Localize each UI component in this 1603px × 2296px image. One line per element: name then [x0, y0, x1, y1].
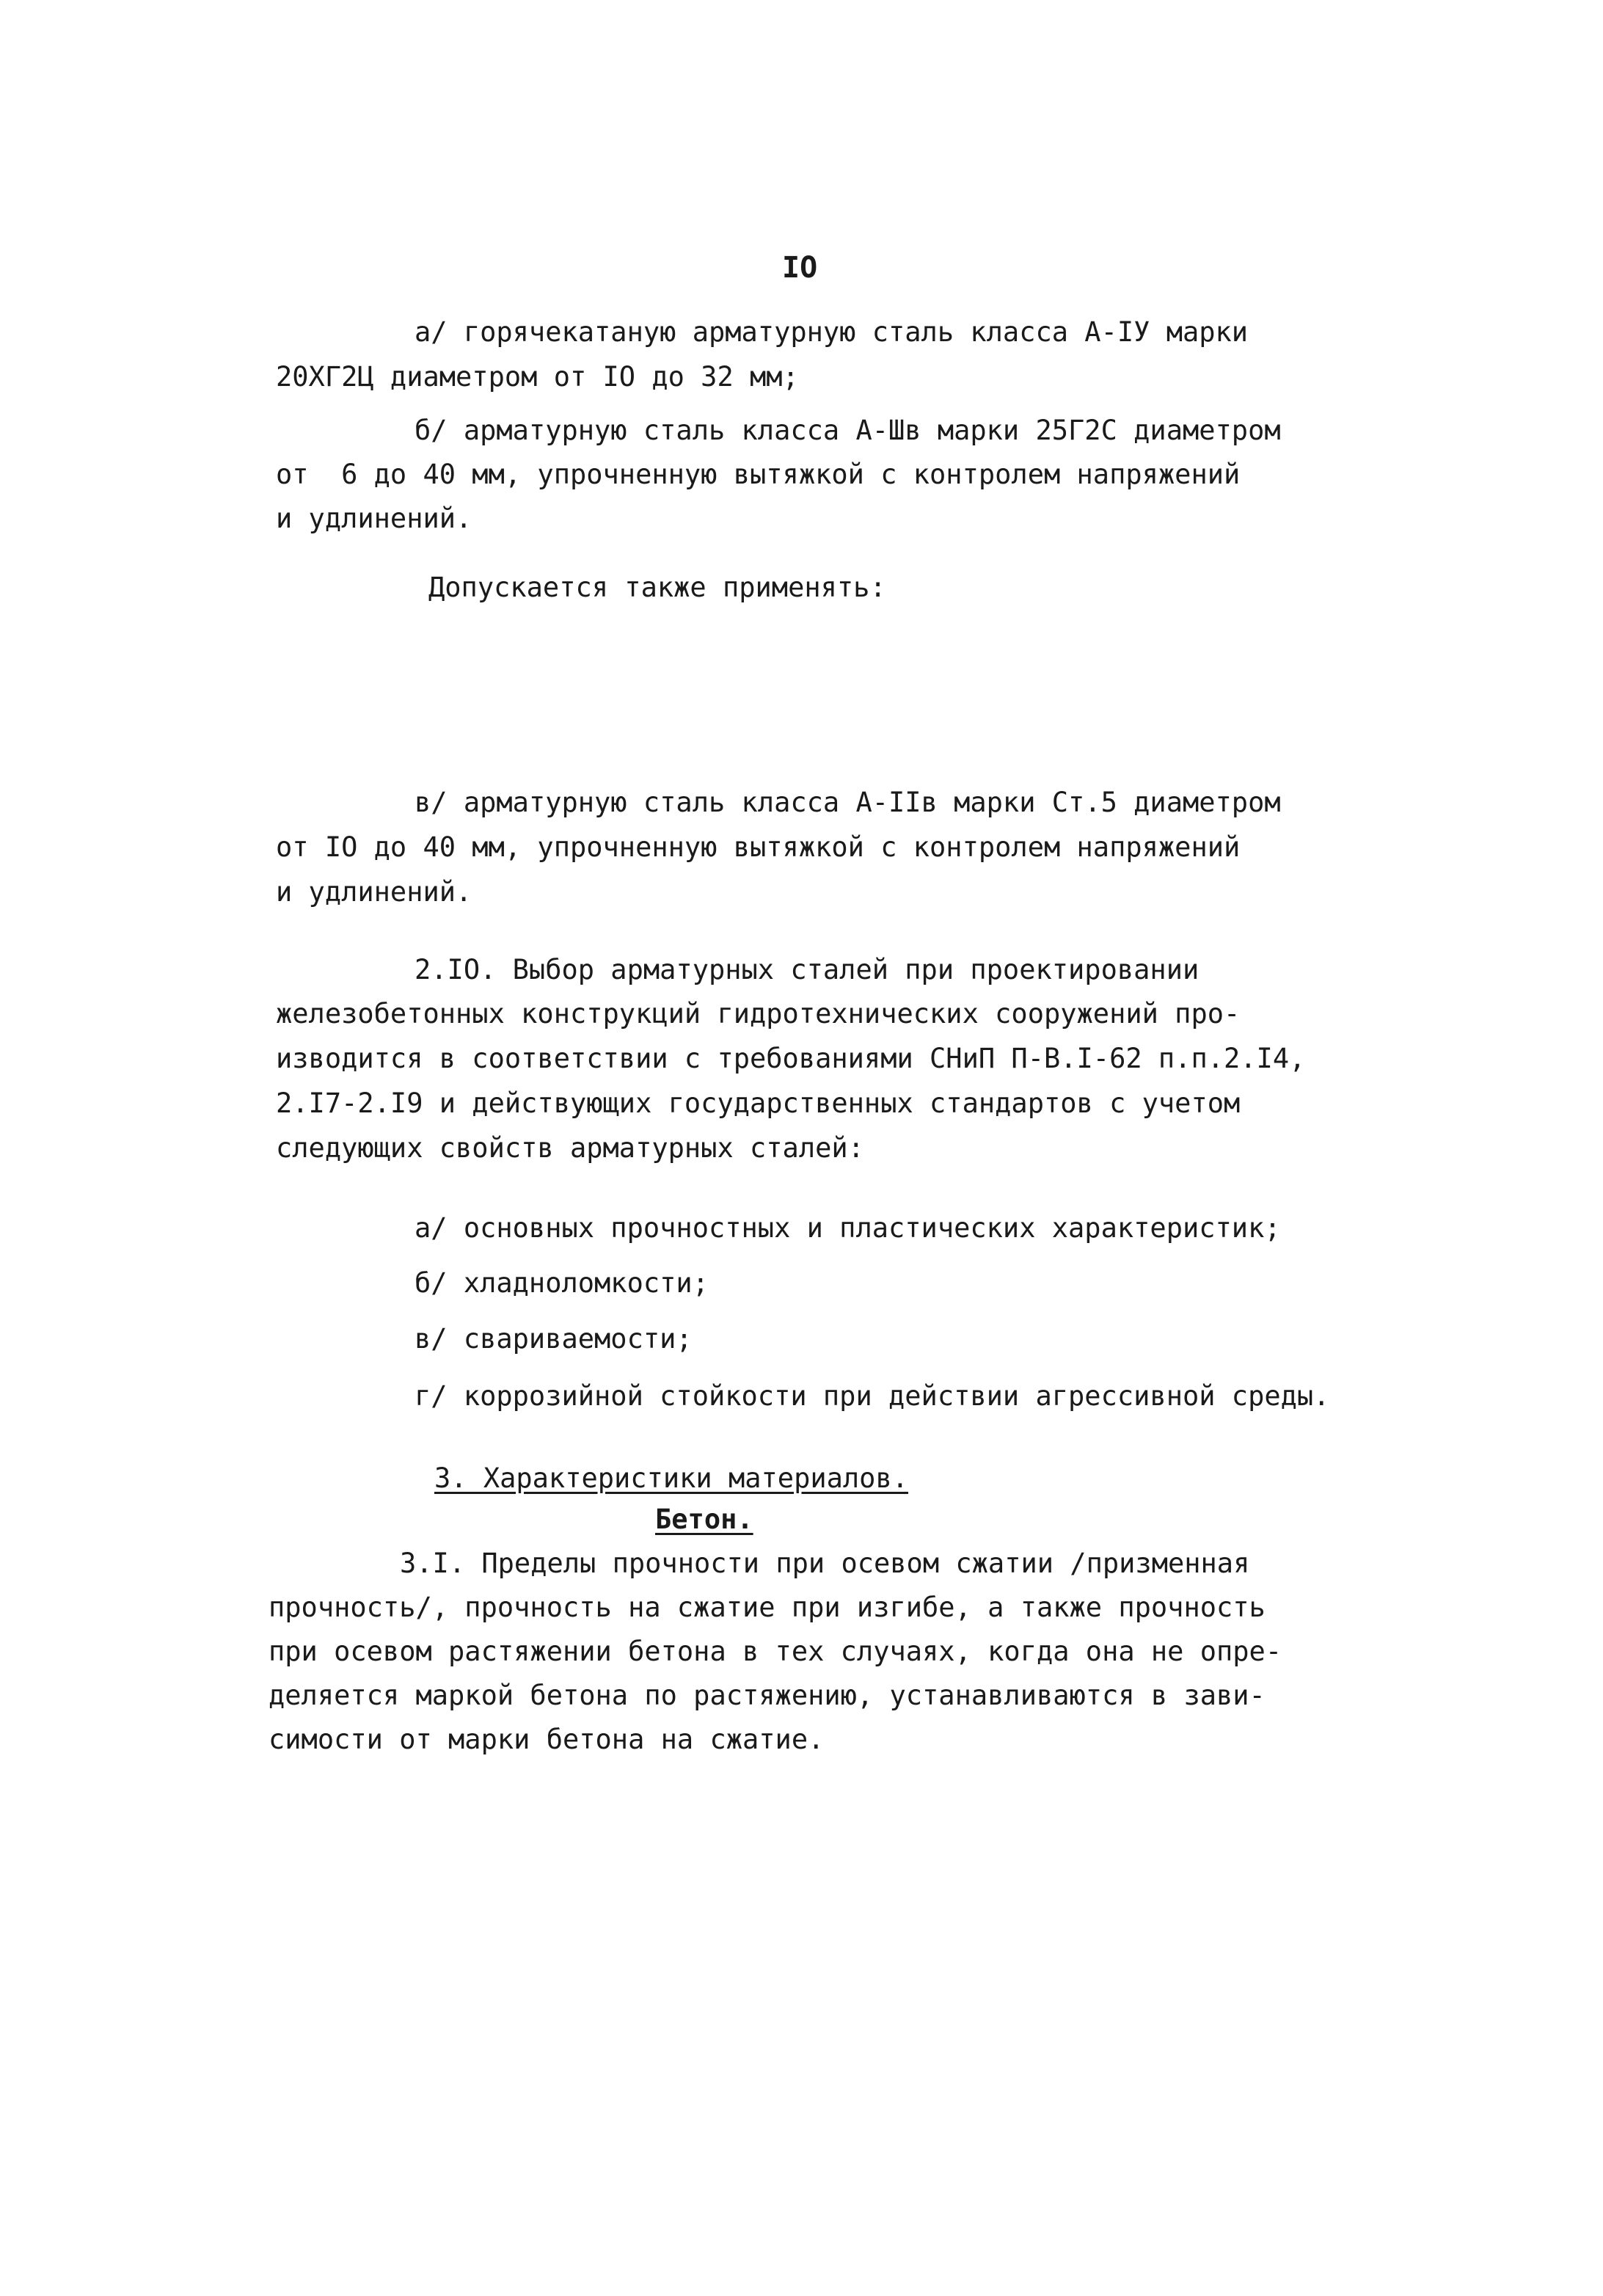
text-line-11: железобетонных конструкций гидротехнических сооружений про-: [276, 998, 1241, 1029]
list-item-a: а/ основных прочностных и пластических характеристик;: [415, 1212, 1281, 1244]
text-line-2: 20ХГ2Ц диаметром от IО до 32 мм;: [276, 361, 799, 393]
list-item-v: в/ свариваемости;: [415, 1323, 693, 1355]
text-line-24: деляется маркой бетона по растяжению, устанавливаются в зави-: [269, 1680, 1266, 1711]
text-line-3: б/ арматурную сталь класса А-Шв марки 25Г2С диаметром: [415, 415, 1281, 446]
list-item-g: г/ коррозийной стойкости при действии агрессивной среды.: [415, 1380, 1330, 1412]
text-line-6: Допускается также применять:: [428, 572, 886, 603]
text-line-21: 3.I. Пределы прочности при осевом сжатии /призменная: [400, 1548, 1250, 1579]
text-line-22: прочность/, прочность на сжатие при изгибе, а также прочность: [269, 1592, 1266, 1623]
text-line-8: от IО до 40 мм, упрочненную вытяжкой с контролем напряжений: [276, 831, 1241, 863]
text-line-10: 2.IO. Выбор арматурных сталей при проектировании: [415, 954, 1199, 985]
text-line-5: и удлинений.: [276, 503, 472, 534]
subsection-heading: Бетон.: [655, 1504, 753, 1535]
text-line-25: симости от марки бетона на сжатие.: [269, 1724, 825, 1755]
text-line-4: от 6 до 40 мм, упрочненную вытяжкой с контролем напряжений: [276, 459, 1241, 490]
text-line-1: а/ горячекатаную арматурную сталь класса А-IУ марки: [415, 316, 1249, 348]
text-line-14: следующих свойств арматурных сталей:: [276, 1132, 864, 1164]
text-line-12: изводится в соответствии с требованиями СНиП П-В.I-62 п.п.2.I4,: [276, 1043, 1306, 1074]
text-line-23: при осевом растяжении бетона в тех случаях, когда она не опре-: [269, 1636, 1282, 1667]
text-line-9: и удлинений.: [276, 876, 472, 908]
list-item-b: б/ хладноломкости;: [415, 1267, 709, 1299]
text-line-13: 2.I7-2.I9 и действующих государственных стандартов с учетом: [276, 1087, 1241, 1119]
page-number: IO: [782, 251, 818, 285]
section-heading: 3. Характеристики материалов.: [434, 1462, 909, 1494]
text-line-7: в/ арматурную сталь класса А-IIв марки Ст.5 диаметром: [415, 787, 1281, 818]
